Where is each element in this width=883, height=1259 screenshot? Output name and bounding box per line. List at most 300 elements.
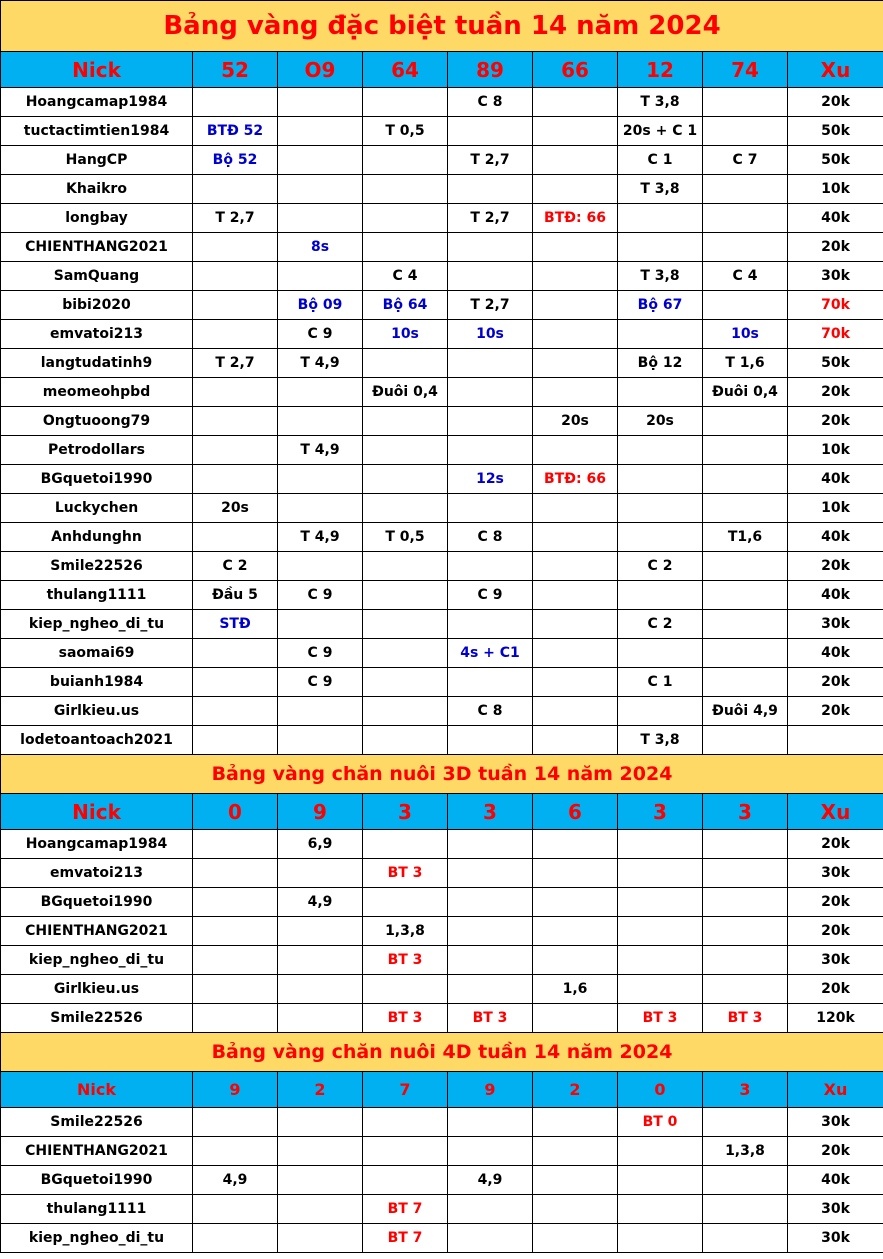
value-cell — [533, 668, 618, 697]
xu-cell: 50k — [788, 146, 883, 175]
xu-cell: 20k — [788, 697, 883, 726]
column-header: 2 — [278, 1072, 363, 1108]
value-cell — [278, 1108, 363, 1137]
xu-cell: 30k — [788, 1195, 883, 1224]
xu-cell: 50k — [788, 117, 883, 146]
value-cell — [363, 1166, 448, 1195]
value-cell — [278, 859, 363, 888]
value-cell: C 8 — [448, 88, 533, 117]
value-cell — [533, 581, 618, 610]
value-cell: C 2 — [618, 610, 703, 639]
value-cell — [448, 378, 533, 407]
xu-cell: 20k — [788, 668, 883, 697]
value-cell — [193, 523, 278, 552]
nick-cell: Luckychen — [1, 494, 193, 523]
value-cell — [193, 407, 278, 436]
value-cell — [703, 291, 788, 320]
table-row — [1, 726, 883, 755]
table-row — [1, 1004, 883, 1033]
xu-cell: 30k — [788, 1108, 883, 1137]
value-cell: C 9 — [278, 668, 363, 697]
value-cell: C 1 — [618, 146, 703, 175]
value-cell — [363, 1137, 448, 1166]
value-cell: T 4,9 — [278, 349, 363, 378]
column-header: 9 — [193, 1072, 278, 1108]
value-cell — [448, 1195, 533, 1224]
value-cell — [533, 1195, 618, 1224]
value-cell — [448, 407, 533, 436]
table-row — [1, 88, 883, 117]
value-cell — [363, 1108, 448, 1137]
value-cell — [193, 233, 278, 262]
value-cell — [448, 888, 533, 917]
value-cell — [278, 917, 363, 946]
value-cell — [533, 494, 618, 523]
value-cell — [278, 378, 363, 407]
value-cell: BT 3 — [363, 859, 448, 888]
table-row — [1, 639, 883, 668]
value-cell — [618, 523, 703, 552]
table-row — [1, 1166, 883, 1195]
value-cell: BT 0 — [618, 1108, 703, 1137]
xu-cell: 40k — [788, 465, 883, 494]
nick-cell: CHIENTHANG2021 — [1, 917, 193, 946]
value-cell — [618, 320, 703, 349]
value-cell — [363, 726, 448, 755]
xu-cell: 10k — [788, 494, 883, 523]
value-cell: 20s — [193, 494, 278, 523]
value-cell — [278, 407, 363, 436]
xu-cell: 40k — [788, 639, 883, 668]
table-row — [1, 117, 883, 146]
value-cell: C 8 — [448, 523, 533, 552]
value-cell — [448, 1137, 533, 1166]
value-cell — [618, 639, 703, 668]
value-cell — [448, 830, 533, 859]
table-row — [1, 146, 883, 175]
special-board-title: Bảng vàng đặc biệt tuần 14 năm 2024 — [1, 1, 883, 52]
value-cell — [448, 668, 533, 697]
breeding-4d-board-header-row — [1, 1072, 883, 1108]
value-cell — [618, 204, 703, 233]
table-row — [1, 320, 883, 349]
xu-cell: 20k — [788, 975, 883, 1004]
value-cell — [278, 117, 363, 146]
table-row — [1, 697, 883, 726]
value-cell — [363, 668, 448, 697]
table-row — [1, 1224, 883, 1253]
value-cell — [193, 465, 278, 494]
value-cell — [703, 830, 788, 859]
value-cell — [533, 859, 618, 888]
table-row — [1, 946, 883, 975]
value-cell — [278, 1137, 363, 1166]
value-cell: C 1 — [618, 668, 703, 697]
value-cell — [533, 436, 618, 465]
value-cell — [533, 320, 618, 349]
value-cell: T 2,7 — [448, 291, 533, 320]
breeding-4d-board-title-row — [1, 1033, 883, 1072]
table-row — [1, 204, 883, 233]
value-cell — [703, 407, 788, 436]
value-cell — [278, 1166, 363, 1195]
value-cell: T 2,7 — [193, 349, 278, 378]
nick-cell: thulang1111 — [1, 581, 193, 610]
value-cell: Bộ 09 — [278, 291, 363, 320]
column-header: O9 — [278, 52, 363, 88]
value-cell: T 3,8 — [618, 88, 703, 117]
value-cell: Đuôi 0,4 — [703, 378, 788, 407]
nick-cell: saomai69 — [1, 639, 193, 668]
value-cell: T 2,7 — [193, 204, 278, 233]
xu-cell: 20k — [788, 233, 883, 262]
table-row — [1, 262, 883, 291]
nick-cell: longbay — [1, 204, 193, 233]
value-cell — [533, 1108, 618, 1137]
nick-cell: Anhdunghn — [1, 523, 193, 552]
table-row — [1, 349, 883, 378]
table-row — [1, 1195, 883, 1224]
value-cell: 1,3,8 — [363, 917, 448, 946]
value-cell — [448, 859, 533, 888]
value-cell — [533, 523, 618, 552]
table-row — [1, 407, 883, 436]
table-row — [1, 494, 883, 523]
value-cell — [703, 975, 788, 1004]
special-board-header-row — [1, 52, 883, 88]
nick-cell: lodetoantoach2021 — [1, 726, 193, 755]
value-cell — [703, 436, 788, 465]
table-row — [1, 175, 883, 204]
value-cell — [193, 1108, 278, 1137]
value-cell — [703, 117, 788, 146]
value-cell — [618, 233, 703, 262]
value-cell: T 0,5 — [363, 117, 448, 146]
value-cell — [278, 946, 363, 975]
nick-cell: Ongtuoong79 — [1, 407, 193, 436]
value-cell: C 7 — [703, 146, 788, 175]
nick-cell: Smile22526 — [1, 552, 193, 581]
value-cell: 20s + C 1 — [618, 117, 703, 146]
value-cell — [533, 233, 618, 262]
nick-cell: CHIENTHANG2021 — [1, 233, 193, 262]
value-cell — [278, 146, 363, 175]
value-cell — [703, 494, 788, 523]
xu-cell: 30k — [788, 946, 883, 975]
value-cell — [533, 917, 618, 946]
value-cell — [618, 1166, 703, 1195]
value-cell: C 4 — [363, 262, 448, 291]
value-cell — [448, 494, 533, 523]
value-cell — [533, 1137, 618, 1166]
value-cell — [278, 975, 363, 1004]
value-cell — [533, 946, 618, 975]
value-cell — [193, 830, 278, 859]
column-header: 2 — [533, 1072, 618, 1108]
value-cell — [618, 830, 703, 859]
table-row — [1, 610, 883, 639]
value-cell — [193, 291, 278, 320]
value-cell — [193, 175, 278, 204]
value-cell — [448, 349, 533, 378]
column-header: 7 — [363, 1072, 448, 1108]
value-cell: 4s + C1 — [448, 639, 533, 668]
value-cell — [618, 581, 703, 610]
nick-cell: Girlkieu.us — [1, 975, 193, 1004]
value-cell — [618, 378, 703, 407]
value-cell — [703, 1195, 788, 1224]
nick-cell: thulang1111 — [1, 1195, 193, 1224]
value-cell — [448, 552, 533, 581]
value-cell: 4,9 — [193, 1166, 278, 1195]
xu-cell: 40k — [788, 204, 883, 233]
value-cell — [363, 233, 448, 262]
table-row — [1, 888, 883, 917]
table-row — [1, 436, 883, 465]
value-cell — [618, 946, 703, 975]
column-header: Nick — [1, 794, 193, 830]
table-row — [1, 465, 883, 494]
value-cell: BT 3 — [618, 1004, 703, 1033]
nick-cell: Petrodollars — [1, 436, 193, 465]
column-header: 9 — [448, 1072, 533, 1108]
value-cell — [363, 639, 448, 668]
table-row — [1, 581, 883, 610]
nick-cell: SamQuang — [1, 262, 193, 291]
nick-cell: kiep_ngheo_di_tu — [1, 1224, 193, 1253]
value-cell: Bộ 67 — [618, 291, 703, 320]
value-cell — [448, 610, 533, 639]
value-cell — [363, 697, 448, 726]
value-cell: 4,9 — [278, 888, 363, 917]
column-header: Xu — [788, 1072, 883, 1108]
value-cell — [363, 610, 448, 639]
column-header: 6 — [533, 794, 618, 830]
value-cell: C 9 — [278, 639, 363, 668]
value-cell — [618, 697, 703, 726]
value-cell — [533, 726, 618, 755]
value-cell: C 2 — [193, 552, 278, 581]
value-cell — [448, 117, 533, 146]
value-cell — [703, 233, 788, 262]
table-row — [1, 1108, 883, 1137]
value-cell: C 4 — [703, 262, 788, 291]
value-cell — [618, 888, 703, 917]
xu-cell: 20k — [788, 888, 883, 917]
value-cell — [193, 1137, 278, 1166]
nick-cell: kiep_ngheo_di_tu — [1, 946, 193, 975]
value-cell — [703, 639, 788, 668]
value-cell — [363, 175, 448, 204]
table-row — [1, 668, 883, 697]
nick-cell: BGquetoi1990 — [1, 888, 193, 917]
value-cell — [703, 888, 788, 917]
value-cell: T1,6 — [703, 523, 788, 552]
nick-cell: Girlkieu.us — [1, 697, 193, 726]
xu-cell: 30k — [788, 1224, 883, 1253]
column-header: 0 — [618, 1072, 703, 1108]
column-header: 74 — [703, 52, 788, 88]
xu-cell: 20k — [788, 552, 883, 581]
value-cell: Bộ 12 — [618, 349, 703, 378]
value-cell — [193, 917, 278, 946]
value-cell — [703, 1166, 788, 1195]
value-cell: C 9 — [448, 581, 533, 610]
value-cell: 20s — [533, 407, 618, 436]
value-cell: C 9 — [278, 320, 363, 349]
nick-cell: buianh1984 — [1, 668, 193, 697]
value-cell — [703, 726, 788, 755]
value-cell — [533, 888, 618, 917]
table-row — [1, 859, 883, 888]
value-cell — [193, 946, 278, 975]
value-cell — [193, 668, 278, 697]
value-cell — [363, 830, 448, 859]
value-cell — [448, 436, 533, 465]
value-cell — [533, 1224, 618, 1253]
table-row — [1, 1137, 883, 1166]
nick-cell: bibi2020 — [1, 291, 193, 320]
xu-cell: 40k — [788, 1166, 883, 1195]
special-board-title-row — [1, 1, 883, 52]
value-cell — [703, 946, 788, 975]
value-cell — [703, 1224, 788, 1253]
nick-cell: Khaikro — [1, 175, 193, 204]
value-cell: BT 7 — [363, 1195, 448, 1224]
value-cell — [193, 697, 278, 726]
nick-cell: tuctactimtien1984 — [1, 117, 193, 146]
value-cell — [533, 146, 618, 175]
nick-cell: Hoangcamap1984 — [1, 830, 193, 859]
breeding-3d-board-header-row — [1, 794, 883, 830]
value-cell — [278, 204, 363, 233]
value-cell — [533, 610, 618, 639]
value-cell — [448, 917, 533, 946]
value-cell — [448, 1224, 533, 1253]
value-cell: T 3,8 — [618, 175, 703, 204]
column-header: 64 — [363, 52, 448, 88]
value-cell: BTĐ: 66 — [533, 204, 618, 233]
value-cell — [448, 175, 533, 204]
value-cell — [703, 859, 788, 888]
breeding-3d-board-title: Bảng vàng chăn nuôi 3D tuần 14 năm 2024 — [1, 755, 883, 794]
value-cell — [618, 465, 703, 494]
column-header: 3 — [363, 794, 448, 830]
value-cell — [278, 552, 363, 581]
xu-cell: 20k — [788, 407, 883, 436]
xu-cell: 20k — [788, 378, 883, 407]
value-cell: T 4,9 — [278, 436, 363, 465]
value-cell — [193, 1004, 278, 1033]
value-cell: T 2,7 — [448, 204, 533, 233]
value-cell: C 2 — [618, 552, 703, 581]
xu-cell: 70k — [788, 291, 883, 320]
value-cell: T 1,6 — [703, 349, 788, 378]
value-cell — [193, 1224, 278, 1253]
value-cell — [533, 291, 618, 320]
column-header: Xu — [788, 794, 883, 830]
value-cell: T 3,8 — [618, 262, 703, 291]
value-cell: BTĐ: 66 — [533, 465, 618, 494]
xu-cell: 20k — [788, 830, 883, 859]
value-cell — [533, 175, 618, 204]
value-cell: 8s — [278, 233, 363, 262]
value-cell — [278, 465, 363, 494]
nick-cell: CHIENTHANG2021 — [1, 1137, 193, 1166]
value-cell — [193, 436, 278, 465]
value-cell: 10s — [448, 320, 533, 349]
value-cell — [278, 697, 363, 726]
value-cell — [618, 917, 703, 946]
value-cell — [193, 639, 278, 668]
column-header: 9 — [278, 794, 363, 830]
value-cell — [533, 262, 618, 291]
column-header: 89 — [448, 52, 533, 88]
value-cell — [618, 859, 703, 888]
value-cell — [193, 1195, 278, 1224]
column-header: Xu — [788, 52, 883, 88]
value-cell: T 2,7 — [448, 146, 533, 175]
nick-cell: HangCP — [1, 146, 193, 175]
value-cell — [703, 581, 788, 610]
value-cell — [278, 1224, 363, 1253]
value-cell: 1,3,8 — [703, 1137, 788, 1166]
value-cell: BTĐ 52 — [193, 117, 278, 146]
value-cell — [703, 88, 788, 117]
xu-cell: 70k — [788, 320, 883, 349]
value-cell: 1,6 — [533, 975, 618, 1004]
value-cell — [448, 726, 533, 755]
nick-cell: BGquetoi1990 — [1, 1166, 193, 1195]
value-cell — [363, 975, 448, 1004]
value-cell: 6,9 — [278, 830, 363, 859]
column-header: 3 — [448, 794, 533, 830]
value-cell: Đầu 5 — [193, 581, 278, 610]
value-cell — [278, 1195, 363, 1224]
value-cell — [278, 262, 363, 291]
value-cell — [703, 610, 788, 639]
value-cell — [278, 1004, 363, 1033]
xu-cell: 30k — [788, 859, 883, 888]
value-cell — [618, 1137, 703, 1166]
table-row — [1, 291, 883, 320]
value-cell — [703, 1108, 788, 1137]
value-cell — [618, 436, 703, 465]
value-cell — [278, 610, 363, 639]
table-row — [1, 378, 883, 407]
value-cell — [278, 726, 363, 755]
value-cell — [363, 436, 448, 465]
value-cell: T 4,9 — [278, 523, 363, 552]
value-cell — [363, 407, 448, 436]
value-cell: BT 3 — [363, 1004, 448, 1033]
value-cell — [448, 233, 533, 262]
value-cell — [618, 1224, 703, 1253]
xu-cell: 30k — [788, 610, 883, 639]
column-header: Nick — [1, 1072, 193, 1108]
table-row — [1, 830, 883, 859]
value-cell — [533, 697, 618, 726]
value-cell — [703, 668, 788, 697]
column-header: 3 — [703, 1072, 788, 1108]
value-cell — [363, 465, 448, 494]
value-cell — [193, 726, 278, 755]
value-cell — [448, 975, 533, 1004]
value-cell — [448, 262, 533, 291]
value-cell — [703, 465, 788, 494]
nick-cell: emvatoi213 — [1, 320, 193, 349]
column-header: 0 — [193, 794, 278, 830]
